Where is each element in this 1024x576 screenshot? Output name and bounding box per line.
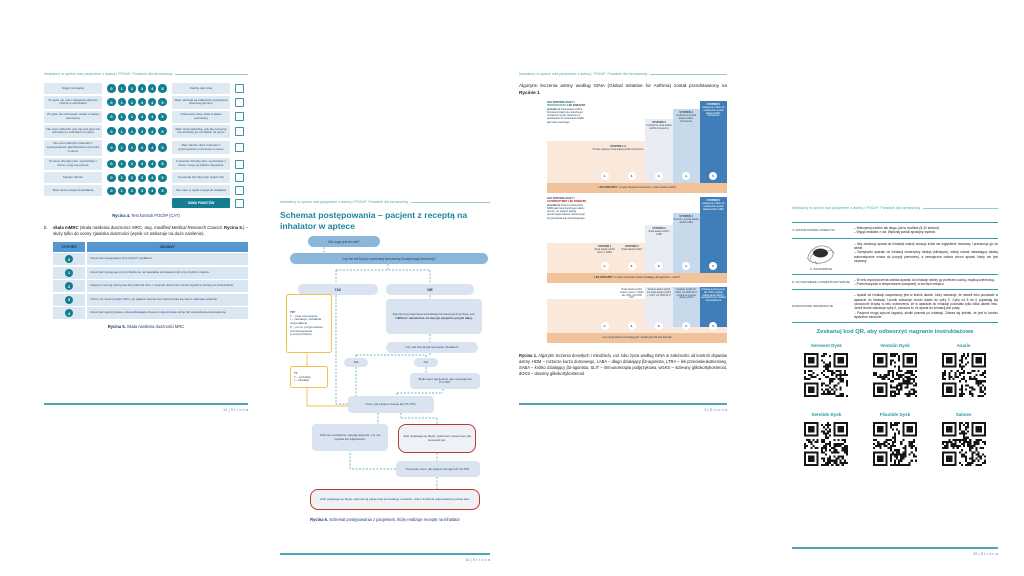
gina-track1 (547, 101, 727, 193)
score-0-button[interactable]: 0 (107, 187, 115, 195)
figure4-caption: Rycina 4. Test kontroli POChP (CAT) (112, 213, 180, 219)
header-running-title: Inhalatory w opiece nad pacjentem z astmą i POChP. Poradnik dla farmaceuty (280, 200, 409, 204)
grade-badge: 0 (65, 255, 73, 263)
score-1-button[interactable]: 1 (118, 98, 126, 106)
instruction-bullet: – Wyjąć inhalator z ust. Wykonaj powoli spokojny wydech. (854, 230, 998, 234)
step-4-block: STOPIEŃ 4 Codziennie średnia dawka wGKS-formoterolu (673, 109, 700, 183)
branch-no: NIE (386, 284, 474, 295)
cat-statement-left: Nie mam żadnych trudności z wykonywaniem jakichkolwiek czynności w domu (44, 140, 102, 156)
qr-code (942, 353, 986, 397)
cat-statement-left: W ogóle nie odczuwam ucisku w klatce piersiowej (44, 111, 102, 124)
qr-section-heading: Zeskanuj kod QR, aby odtworzyć nagranie instruktażowe (816, 329, 974, 336)
cat-statement-right: Nie mam w ogóle energii do działania (172, 185, 230, 196)
qr-code (804, 353, 848, 397)
inhaler-name: Flixotide Dysk (879, 412, 911, 418)
page-footer (280, 553, 490, 562)
mmrc-symptom-text: Duszność występuje przy wchodzeniu na niewielkie wzniesienie lub przy szybkim marszu. (87, 267, 249, 279)
section-title: Schemat postępowania – pacjent z receptą na inhalator w aptece (280, 210, 468, 231)
grade-badge: 3 (65, 296, 73, 304)
cat-answer-checkbox[interactable] (235, 160, 244, 169)
row-label: 6. CZYSZCZENIE / PRZECHOWYWANIE (792, 279, 850, 284)
page-flowchart (266, 186, 504, 570)
inhaler-name: Salmex (955, 412, 972, 418)
cat-score-scale (105, 174, 169, 182)
page-header (280, 200, 490, 204)
cat-statement-right: Z powodu choroby płuc, wychodząc z domu, czuję się bardzo niepewnie (172, 158, 230, 171)
figure6-caption: Rycina 6. Schemat postępowania z pacjentem, który realizuje receptę na inhalator (310, 517, 460, 523)
qr-item (792, 412, 861, 471)
step-1-block: STOPIEŃ 1 Niska dawka wGKS razem z SABA (591, 243, 618, 273)
step-number: 5. (709, 322, 717, 330)
cat-statement-left: Sypiam dobrze (44, 172, 102, 183)
score-2-button[interactable]: 2 (128, 84, 136, 92)
step-5-block: STOPIEŃ 5 Dołączenie LAMA, do rozważenia wysoka dawka wGKS-formoterolu (700, 101, 727, 183)
cat-statement-right: Mam silną zadyszkę, gdy idę pod górę lub wchodzę po schodach na piętro (172, 125, 230, 138)
step-number: 1. (601, 262, 609, 270)
cat-score-scale (105, 113, 169, 121)
instruction-bullet: – Aparat do inhalacji zaopatrzony jest w licznik dawek, który wskazuje, ile dawek leku pozostało w aparacie do inhalacji. Licznik wskazuje numer dawki do cyfry 0. Cyfry od 5 do 0 pojawiają się oznaczone kropką w celu ostrzeżenia, że w aparacie do inhalacji pozostało tylko kilka dawek leku. Jeżeli licznik wskazuje cyfrę 0, oznacza to, że aparat do inhalacji jest pusty. (854, 293, 998, 310)
cat-statement-left: Pomimo choroby płuc, wychodząc z domu, czuję się pewnie (44, 158, 102, 171)
cat-statement-left: W ogóle nie mam zalegania plwociny (śluzu) w oskrzelach (44, 96, 102, 109)
mmrc-col-objawy: OBJAWY (87, 242, 249, 252)
page-number: 3 | S t r o n a (704, 407, 727, 412)
cat-score-scale (105, 187, 169, 195)
page-header (792, 206, 998, 210)
qr-code (873, 422, 917, 466)
other-option-step3: Średnia dawka wGKS lub niska dawka wGKS + LTRA, lub HDM SLIT (645, 287, 672, 327)
score-3-button[interactable]: 3 (138, 84, 146, 92)
step-number: 4. (682, 172, 690, 180)
step-number: 3. (655, 322, 663, 330)
header-running-title: Inhalatory w opiece nad pacjentem z astmą i POChP. Poradnik dla farmaceuty (792, 206, 921, 210)
header-rule (923, 208, 998, 209)
score-2-button[interactable]: 2 (128, 187, 136, 195)
qr-item (929, 343, 998, 402)
sum-points-button[interactable]: SUMA PUNKTÓW (172, 198, 230, 208)
mmrc-symptom-text: Chory nie może przejść 100 m po płaskim terenie bez zatrzymania się celem nabrania oddechu. (87, 294, 249, 306)
score-1-button[interactable]: 1 (118, 127, 126, 135)
other-option-step2: Niska dawka wGKS zawsze razem z SABA lub LTRA, lub HDM SLIT (620, 288, 644, 300)
cat-score-scale (105, 84, 169, 92)
score-0-button[interactable]: 0 (107, 127, 115, 135)
score-5-button[interactable]: 5 (158, 84, 166, 92)
hands-holding-inhaler-illustration (804, 242, 838, 266)
score-2-button[interactable]: 2 (128, 143, 136, 151)
table-row (53, 253, 248, 265)
track1-header: LEK KONTROLUJĄCY i PREFEROWANY LEK DORAŹNY (ścieżka 1): Stosowanie wGKS-formoterolu jako leku doraźnego zmniejsza ryzyko zaostrzeń w porównaniu do stosowania SABA jako leku doraźnego (547, 101, 586, 124)
score-0-button[interactable]: 0 (107, 84, 115, 92)
mmrc-header-row (53, 242, 248, 252)
assess-box: Oceń, jak pacjent stosuje lek (TI+TIP). (348, 396, 434, 413)
page-header (44, 72, 248, 76)
question-for-whom: Dla kogo jest ten lek? (308, 236, 380, 247)
instruction-bullet: – Pacjenci mogą wyczuć łagodny, słodki posmak po inhalacji. Zdarza się jednak, że jest to bardzo dyskretne odczucie. (854, 311, 998, 320)
qr-item (861, 343, 930, 402)
instruction-bullet: – W celu wyczyszczenia ustnika aparatu do inhalacji należy go przetrzeć suchą, miękką ściereczką. (854, 278, 998, 282)
no-errors-box: Jeśli nie ma błędów, zapytaj pacjenta, czy ma pytania lub wątpliwości. (312, 424, 388, 451)
score-4-button[interactable]: 4 (148, 84, 156, 92)
qr-section (792, 329, 998, 471)
other-option-step5: Dodanie azytromycyny lub LTRA, dodanie niskiej dawki dGKS z uwzględnieniem działań niepożądanych (700, 287, 727, 327)
qr-item (792, 343, 861, 402)
grade-badge: 1 (65, 269, 73, 277)
step-number: 3. (655, 262, 663, 270)
cat-score-scale (105, 127, 169, 135)
page-header (519, 72, 727, 76)
score-3-button[interactable]: 3 (138, 98, 146, 106)
row-label: 5. ZAMKNIĘCIE (809, 266, 833, 271)
row-label: 4. WSTRZYMANIE ODDECHU (792, 228, 835, 233)
header-rule (411, 202, 490, 203)
table-row (53, 267, 248, 279)
header-running-title: Inhalatory w opiece nad pacjentem z astmą i POChP. Poradnik dla farmaceuty (44, 72, 173, 76)
header-rule (175, 74, 248, 75)
instructions-table (792, 222, 998, 323)
cat-answer-checkbox[interactable] (235, 143, 244, 152)
score-1-button[interactable]: 1 (118, 113, 126, 121)
mmrc-body (53, 253, 248, 319)
header-running-title: Inhalatory w opiece nad pacjentem z astmą i POChP. Poradnik dla farmaceuty (519, 72, 648, 76)
figure1-caption: Rycina 1. Algorytm leczenia dorosłych i młodzieży ≥12 roku życia według GINA w zależności od kontroli objawów astmy. HDM – roztocze kurzu domowego, LABA – długo działający β2-agonista, LTRA – lek przeciwleukotrienowy, SABA – krótko działający β2-agonista, SLIT – immunoterapia podjęzykowa, wGKS – wziewny glikokortykosteroid, dGKS – doustny glikokortykosteroid (519, 353, 727, 376)
cat-statement-right: Kaszlę cały czas (172, 83, 230, 94)
cat-score-scale (105, 160, 169, 168)
mmrc-col-stopien: STOPIEŃ (53, 242, 85, 252)
page-footer (44, 403, 248, 412)
cat-row (44, 158, 248, 171)
cat-statement-right: Odczuwam silny ucisk w klatce piersiowej (172, 111, 230, 124)
score-3-button[interactable]: 3 (138, 143, 146, 151)
cat-row (44, 111, 248, 124)
explain-box: Wytłumacz pacjentowi, jak stosować lek (TI+TIP). (410, 373, 480, 389)
instruction-bullet: – Przechowywać w temperaturze pokojowej, w suchym miejscu. (854, 282, 998, 286)
score-3-button[interactable]: 3 (138, 127, 146, 135)
score-5-button[interactable]: 5 (158, 143, 166, 151)
step-3-block: STOPIEŃ 3 Niska dawka wGKS-LABA (645, 225, 672, 273)
score-5-button[interactable]: 5 (158, 187, 166, 195)
score-5-button[interactable]: 5 (158, 113, 166, 121)
step-number: 3. (655, 172, 663, 180)
gina-track2 (547, 197, 727, 283)
cat-answer-checkbox[interactable] (235, 186, 244, 195)
cat-statement-left: Nie mam zadyszki, gdy idę pod górę lub wchodzę po schodach na piętro (44, 125, 102, 138)
table-row (792, 239, 998, 275)
cat-score-scale (105, 98, 169, 106)
qr-grid (792, 343, 998, 471)
intro-paragraph: Algorytm leczenia astmy według GINA (Global Initiative for Asthma) został przedstawiony na Rycinie 1. (519, 83, 727, 95)
header-rule (650, 74, 727, 75)
mmrc-table (53, 242, 248, 320)
page-gina-algorithm (505, 58, 741, 420)
cat-statement-right: Mam bardzo duże trudności z wykonywaniem czynności w domu (172, 141, 230, 154)
score-4-button[interactable]: 4 (148, 160, 156, 168)
score-5-button[interactable]: 5 (158, 174, 166, 182)
errors-doctor-box: Jeśli pojawiają się błędy, zaproponuj pacjentowi konsultację u lekarza, celem dobrania odpowiedniej postaci leku. (310, 489, 480, 510)
footer-rule (44, 403, 248, 405)
score-2-button[interactable]: 2 (128, 113, 136, 121)
figure5-caption: Rycina 5. Skala nasilenia duszności MRC (107, 324, 185, 330)
table-row (53, 294, 248, 306)
sum-points-checkbox[interactable] (235, 199, 244, 208)
qr-code (942, 422, 986, 466)
score-0-button[interactable]: 0 (107, 160, 115, 168)
cat-answer-checkbox[interactable] (235, 112, 244, 121)
branch-yes-small: Tak (344, 358, 368, 367)
cat-sum-row (44, 198, 248, 208)
score-1-button[interactable]: 1 (118, 84, 126, 92)
score-1-button[interactable]: 1 (118, 187, 126, 195)
score-4-button[interactable]: 4 (148, 113, 156, 121)
branch-no-small: Nie (414, 358, 438, 367)
cat-row (44, 140, 248, 156)
score-0-button[interactable]: 0 (107, 98, 115, 106)
score-2-button[interactable]: 2 (128, 98, 136, 106)
cat-row (44, 96, 248, 109)
page-cat-mmrc (30, 58, 262, 420)
qr-code (804, 422, 848, 466)
track2-reliever-band: LEK DORAŹNY: w razie duszności krótko działający β2-agonista + wGKS (547, 273, 727, 283)
score-1-button[interactable]: 1 (118, 174, 126, 182)
step-number: 4. (682, 262, 690, 270)
table-row (792, 223, 998, 239)
qr-item (929, 412, 998, 471)
errors-explain-box: Jeśli pojawiają się błędy, wytłumacz pacjentowi, jak stosować lek. (398, 424, 476, 453)
score-4-button[interactable]: 4 (148, 174, 156, 182)
score-1-button[interactable]: 1 (118, 143, 126, 151)
table-row (792, 290, 998, 323)
score-3-button[interactable]: 3 (138, 113, 146, 121)
reassess-box: Ponownie oceń, jak pacjent stosuje lek (TI+TIP). (396, 461, 480, 477)
instruction-bullet: – Wstrzymaj oddech tak długo, jak to możliwe (5-10 sekund). (854, 226, 998, 230)
page-number: 12 | S t r o n a (222, 407, 248, 412)
cat-answer-checkbox[interactable] (235, 127, 244, 136)
score-2-button[interactable]: 2 (128, 174, 136, 182)
score-1-button[interactable]: 1 (118, 160, 126, 168)
consult-new-drug-box: Zaproponuj pacjentowi konsultację farmaceutyczną Nowy Lek. UWAGA: niezależnie od decyzji pacjenta przejdź dalej. (386, 299, 482, 334)
row-label: DODATKOWE INFORMACJE (792, 304, 834, 309)
score-5-button[interactable]: 5 (158, 160, 166, 168)
branch-yes: TAK (298, 284, 378, 295)
inhaler-name: Serevent Dysk (810, 343, 842, 349)
qr-code (873, 353, 917, 397)
track3-other-options-band: Inne opcje leków kontrolujących i doraźnych dla obu ścieżek (547, 333, 727, 343)
cat-answer-checkbox[interactable] (235, 173, 244, 182)
score-5-button[interactable]: 5 (158, 127, 166, 135)
gina-figure (547, 101, 727, 343)
track1-reliever-band: LEK DORAŹNY: w razie objawów formoterol + niska dawka wGKS (547, 183, 727, 193)
footer-rule (519, 403, 727, 405)
step-5-block: STOPIEŃ 5 Dołączenie LAMA, do rozważenia wysoka dawka wGKS-LABA (700, 197, 727, 273)
cat-statement-right: Moje oskrzela są całkowicie wypełnione plwociną (śluzem) (172, 96, 230, 109)
ti-legend-box: TI: T – technika I – inhalacji (290, 366, 328, 388)
track2-header: LEK KONTROLUJĄCY i ALTERNATYWNY LEK DORAŹNY (ścieżka 2): Przed rozważeniem SABA jako leku doraźnego należy ocenić, czy pacjent będzie przestrzegał zaleceń codziennego przyjmowania leku kontrolującego (547, 197, 587, 220)
table-row (53, 280, 248, 292)
step-number: 5. (709, 172, 717, 180)
grade-badge: 4 (65, 309, 73, 317)
table-row (53, 307, 248, 319)
mmrc-symptom-text: Duszność występująca przy dużych wysiłkach. (87, 253, 249, 265)
score-3-button[interactable]: 3 (138, 187, 146, 195)
mmrc-symptom-text: Pacjent musi się zatrzymać dla nabrania tchu, z powodu duszności chodzi wyraźnie wolniej od rówieśników. (87, 280, 249, 292)
score-0-button[interactable]: 0 (107, 113, 115, 121)
page-number: 14 | S t r o n a (464, 557, 490, 562)
cat-row (44, 83, 248, 94)
score-4-button[interactable]: 4 (148, 127, 156, 135)
score-3-button[interactable]: 3 (138, 160, 146, 168)
mmrc-paragraph: b. skala mMRC (skala nasilenia duszności: MRC, ang. modified Medical Research Council, Rycina 5.) – służy tylko do oceny zjawiska duszności (wynik ≥2 wskazuje na duże nasilenie). (44, 225, 249, 237)
score-2-button[interactable]: 2 (128, 127, 136, 135)
score-3-button[interactable]: 3 (138, 174, 146, 182)
inhaler-name: Ventolin Dysk (880, 343, 910, 349)
question-knows-how: Czy wie Pan(i) jak stosować inhalator? (386, 342, 478, 353)
tip-legend-box: TIP: T – czas stosowania I – interakcje i działania niepożądane P – po co, przyjmowanie, przechowywanie (+oczyszczanie) (286, 294, 332, 353)
footer-rule (280, 553, 490, 555)
step-number: 2. (628, 262, 636, 270)
page-number: 29 | S t r o n a (972, 551, 998, 556)
step-number: 2. (628, 172, 636, 180)
score-4-button[interactable]: 4 (148, 187, 156, 195)
inhaler-name: Seretide Dysk (811, 412, 842, 418)
step-number: 4. (682, 322, 690, 330)
step-4-block: STOPIEŃ 4 Średnia / wysoka dawka wGKS-LABA (673, 213, 700, 273)
score-2-button[interactable]: 2 (128, 160, 136, 168)
cat-row (44, 172, 248, 183)
cat-statement-right: Z powodu choroby płuc sypiam źle (172, 172, 230, 183)
cat-row (44, 125, 248, 138)
score-0-button[interactable]: 0 (107, 174, 115, 182)
page-footer (519, 403, 727, 412)
cat-statement-left: Nigdy nie kaszlę (44, 83, 102, 94)
step-number: 1. (601, 172, 609, 180)
step-1-2-block: STOPNIE 1-2 W razie objawów niska dawka wGKS-formoterolu (592, 144, 644, 151)
step-number: 5. (709, 262, 717, 270)
step-2-block: STOPIEŃ 2 Niska dawka wGKS (618, 243, 645, 273)
list-marker-b: b. (44, 225, 48, 231)
mmrc-symptom-text: Duszność spoczynkowa, uniemożliwiająca choremu opuszczanie domu lub samodzielne ubieranie się. (87, 307, 249, 319)
page-instructions-qr (778, 192, 1012, 564)
instruction-bullet: – Aby zamknąć aparat do inhalacji należy wsunąć kciuk we wgłębienie obudowy i przesunąć go do siebie. (854, 242, 998, 251)
score-0-button[interactable]: 0 (107, 143, 115, 151)
step-3-block: STOPIEŃ 3 Codziennie niska dawka wGKS-formoterolu (645, 119, 672, 183)
qr-item (861, 412, 930, 471)
cat-test-table (44, 83, 248, 196)
table-row (792, 275, 998, 291)
grade-badge: 2 (65, 282, 73, 290)
cat-score-scale (105, 143, 169, 151)
score-4-button[interactable]: 4 (148, 98, 156, 106)
step-number: 2. (628, 322, 636, 330)
cat-statement-left: Mam dużo energii do działania (44, 185, 102, 196)
cat-answer-checkbox[interactable] (235, 84, 244, 93)
other-option-step4: Dodanie LAMA lub LTRA, lub HDM SLIT, zmiana na wysoką dawkę wGKS (673, 287, 700, 327)
flowchart (280, 236, 490, 512)
page-footer (792, 547, 998, 556)
instruction-bullet: – Zamykaniu aparatu do inhalacji towarzyszy dźwięk (kliknięcie), wtedy suwak ustawiający dawkę automatycznie wraca do pozycji pierwotnej, a zewnętrzna osłona chroni aparat, kiedy nie jest używany. (854, 250, 998, 263)
cat-row (44, 185, 248, 196)
footer-rule (792, 547, 998, 549)
question-continuation: Czy ten lek był już wcześniej stosowany (kontynuacja leczenia)? (290, 253, 488, 264)
score-4-button[interactable]: 4 (148, 143, 156, 151)
gina-track3 (547, 287, 727, 343)
inhaler-name: Asaris (956, 343, 971, 349)
step-number: 1. (601, 322, 609, 330)
score-5-button[interactable]: 5 (158, 98, 166, 106)
cat-answer-checkbox[interactable] (235, 98, 244, 107)
